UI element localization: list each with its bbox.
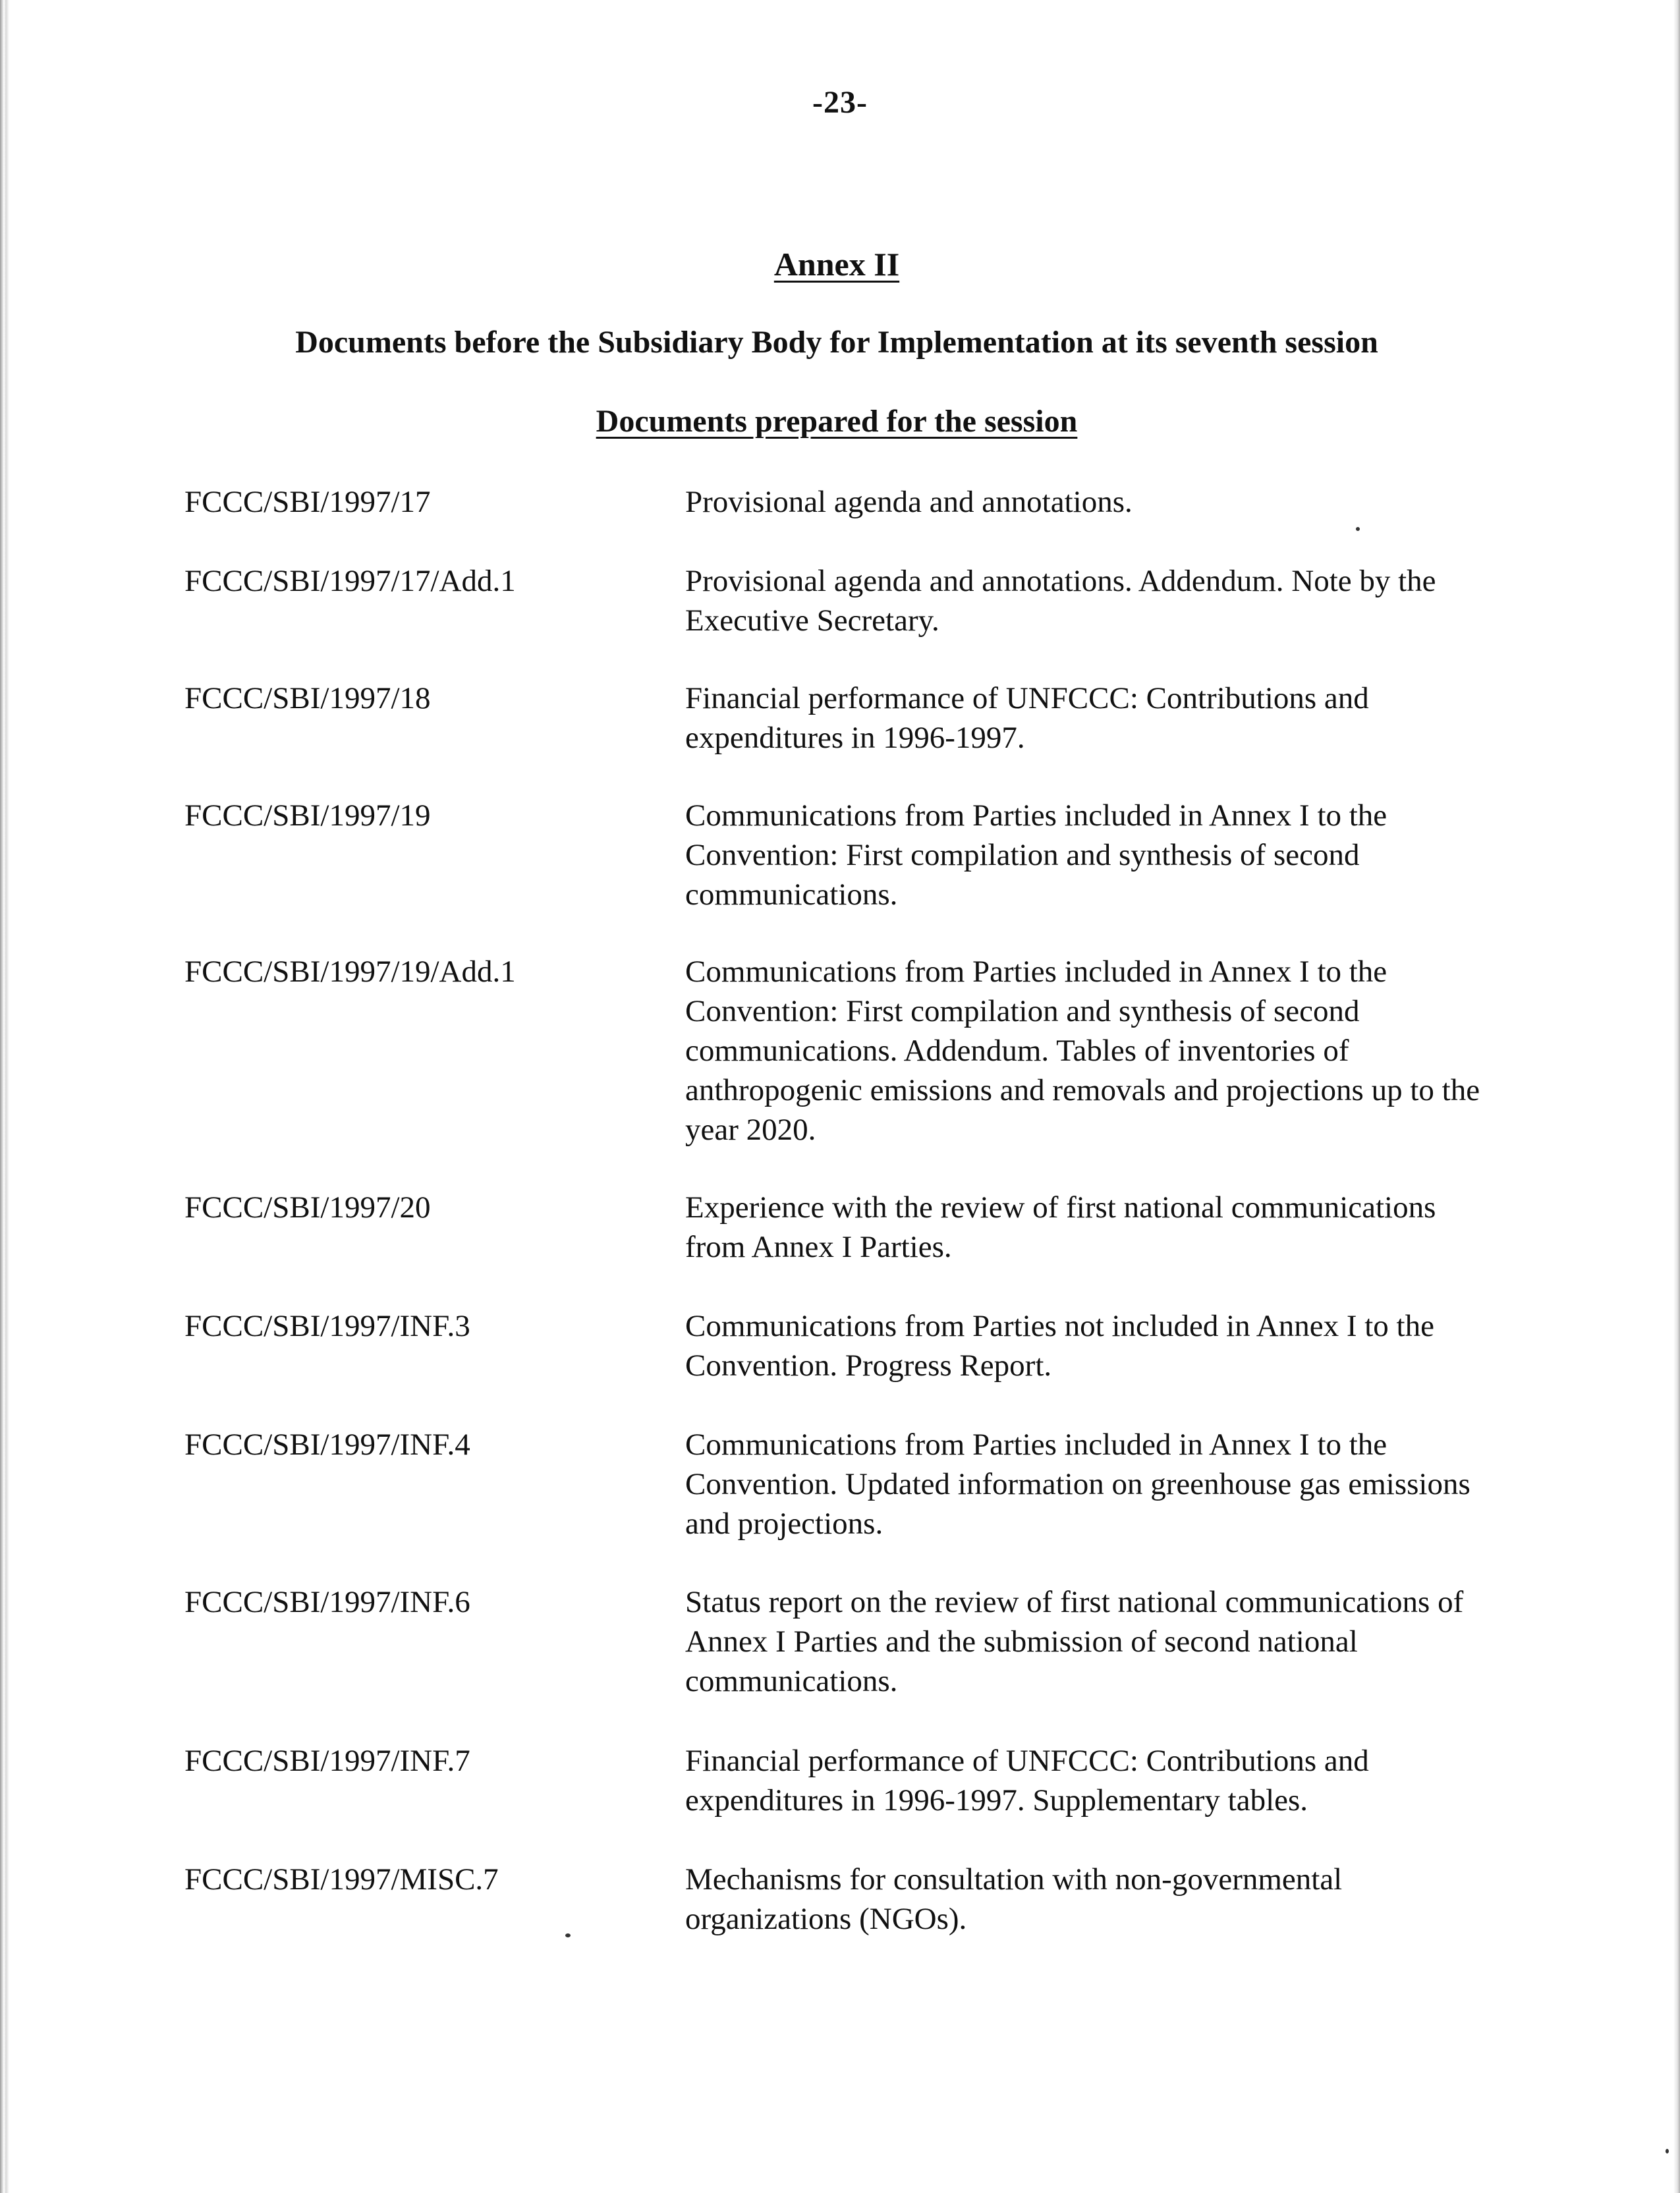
document-symbol: FCCC/SBI/1997/INF.6 xyxy=(184,1585,470,1619)
document-symbol: FCCC/SBI/1997/INF.4 xyxy=(184,1428,470,1462)
document-description: Mechanisms for consultation with non-governmental organizations (NGOs). xyxy=(685,1862,1343,1936)
document-symbol: FCCC/SBI/1997/INF.3 xyxy=(184,1309,470,1343)
section-heading: Documents prepared for the session xyxy=(596,404,1078,439)
document-symbol: FCCC/SBI/1997/19 xyxy=(184,798,431,833)
document-description: Financial performance of UNFCCC: Contributions and expenditures in 1996-1997. xyxy=(685,681,1369,755)
scan-speck xyxy=(565,1933,571,1937)
page-number: -23- xyxy=(812,85,868,120)
document-symbol: FCCC/SBI/1997/INF.7 xyxy=(184,1744,470,1778)
document-description: Communications from Parties included in Annex I to the Convention: First compilation and synthesis of second communications. Addendum. Tables of inventories of anthropogenic emissions and removals and projections up to the year 2020. xyxy=(685,955,1480,1147)
document-heading: Documents before the Subsidiary Body for Implementation at its seventh session xyxy=(295,325,1378,360)
document-symbol: FCCC/SBI/1997/17/Add.1 xyxy=(184,564,516,598)
document-description: Experience with the review of first national communications from Annex I Parties. xyxy=(685,1190,1436,1264)
document-description: Status report on the review of first national communications of Annex I Parties and the submission of second national communications. xyxy=(685,1585,1464,1698)
document-symbol: FCCC/SBI/1997/17 xyxy=(184,485,431,519)
annex-title: Annex II xyxy=(773,246,900,283)
scan-speck xyxy=(1356,527,1360,531)
document-description: Provisional agenda and annotations. Addendum. Note by the Executive Secretary. xyxy=(685,564,1436,638)
document-description: Provisional agenda and annotations. xyxy=(685,485,1133,519)
document-symbol: FCCC/SBI/1997/18 xyxy=(184,681,431,715)
document-symbol: FCCC/SBI/1997/19/Add.1 xyxy=(184,955,516,989)
document-description: Communications from Parties included in Annex I to the Convention. Updated information on greenhouse gas emissions and projections. xyxy=(685,1428,1470,1541)
document-description: Communications from Parties included in Annex I to the Convention: First compilation and synthesis of second communications. xyxy=(685,798,1387,912)
document-symbol: FCCC/SBI/1997/20 xyxy=(184,1190,431,1225)
document-description: Financial performance of UNFCCC: Contributions and expenditures in 1996-1997. Supplementary tables. xyxy=(685,1744,1369,1818)
scan-speck xyxy=(1666,2149,1669,2153)
document-symbol: FCCC/SBI/1997/MISC.7 xyxy=(184,1862,499,1897)
document-description: Communications from Parties not included in Annex I to the Convention. Progress Report. xyxy=(685,1309,1434,1383)
